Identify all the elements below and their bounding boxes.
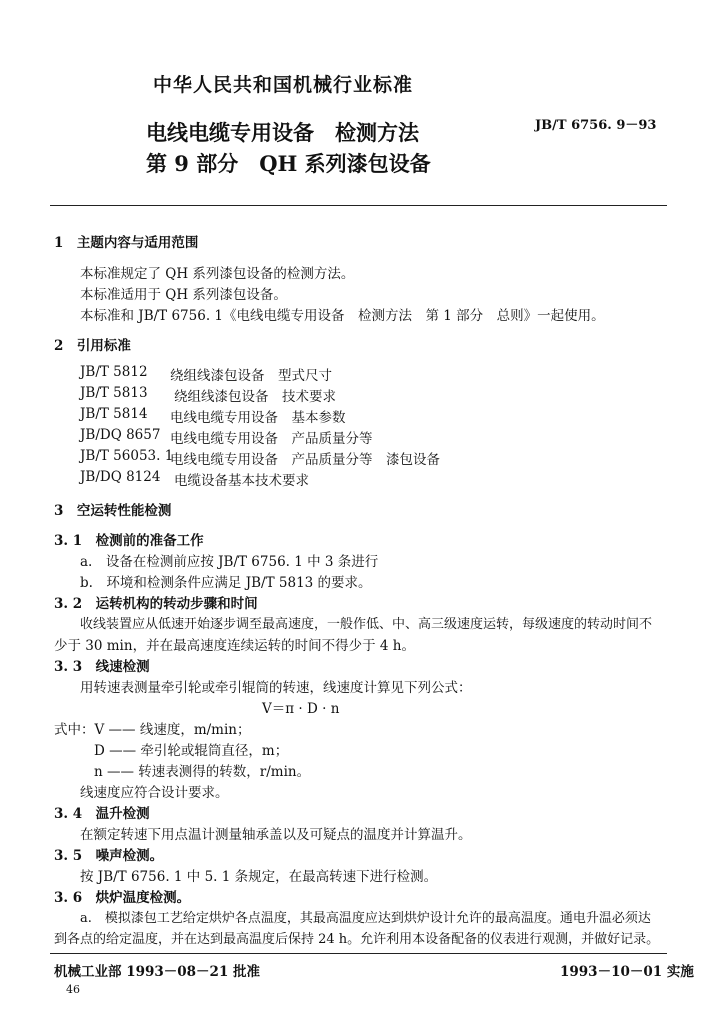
formula-where: 式中：V —— 线速度，m/min； [54, 722, 251, 738]
section-2-heading: 2 引用标准 [54, 338, 131, 354]
ref-code: JB/DQ 8657 [80, 427, 161, 443]
ref-title: 电线电缆专用设备 产品质量分等 漆包设备 [170, 452, 440, 468]
title-line-2: 第 9 部分 QH 系列漆包设备 [146, 151, 431, 176]
velocity-formula: V＝π · D · n [262, 701, 340, 717]
ref-code: JB/T 5814 [80, 406, 148, 422]
section-3-4-para: 在额定转速下用点温计测量轴承盖以及可疑点的温度并计算温升。 [80, 827, 472, 843]
section-3-3-para: 用转速表测量牵引轮或牵引辊筒的转速，线速度计算见下列公式： [80, 680, 472, 696]
section-3-5-para: 按 JB/T 6756. 1 中 5. 1 条规定，在最高转速下进行检测。 [80, 869, 438, 885]
section-3-1-heading: 3. 1 检测前的准备工作 [54, 533, 204, 549]
header-rule [50, 205, 667, 206]
ref-code: JB/T 5812 [80, 364, 148, 380]
standard-number: JB/T 6756. 9－93 [535, 118, 657, 133]
section-1-para-3: 本标准和 JB/T 6756. 1《电线电缆专用设备 检测方法 第 1 部分 总则》一起使用。 [80, 308, 605, 324]
section-3-3-requirement: 线速度应符合设计要求。 [80, 785, 229, 801]
approval-date: 机械工业部 1993－08－21 批准 [54, 964, 261, 980]
effective-date: 1993－10－01 实施 [560, 964, 694, 980]
ref-title: 电线电缆专用设备 基本参数 [170, 410, 346, 426]
section-1-para-2: 本标准适用于 QH 系列漆包设备。 [80, 287, 287, 303]
title-line-1: 电线电缆专用设备 检测方法 [146, 120, 419, 145]
section-3-1-item-a: a. 设备在检测前应按 JB/T 6756. 1 中 3 条进行 [80, 554, 379, 570]
section-3-3-heading: 3. 3 线速检测 [54, 659, 150, 675]
ref-title: 电线电缆专用设备 产品质量分等 [170, 431, 373, 447]
page-number: 46 [66, 983, 80, 996]
ref-title: 绕组线漆包设备 技术要求 [174, 389, 336, 405]
section-3-6-item-a-line-2: 到各点的给定温度，并在达到最高温度后保持 24 h。允许利用本设备配备的仪表进行观测，并做好记录。 [54, 932, 660, 947]
section-3-6-heading: 3. 6 烘炉温度检测。 [54, 890, 191, 906]
section-3-1-item-b: b. 环境和检测条件应满足 JB/T 5813 的要求。 [80, 575, 372, 591]
section-3-4-heading: 3. 4 温升检测 [54, 806, 150, 822]
section-1-heading: 1 主题内容与适用范围 [54, 235, 199, 251]
section-3-2-para-line-2: 少于 30 min，并在最高速度连续运转的时间不得少于 4 h。 [54, 638, 415, 654]
ref-code: JB/T 56053. 1 [80, 448, 174, 464]
ref-title: 绕组线漆包设备 型式尺寸 [170, 368, 332, 384]
ref-code: JB/T 5813 [80, 385, 148, 401]
ref-title: 电缆设备基本技术要求 [174, 473, 309, 489]
section-3-5-heading: 3. 5 噪声检测。 [54, 848, 164, 864]
section-3-heading: 3 空运转性能检测 [54, 503, 172, 519]
formula-def-n: n —— 转速表测得的转数，r/min。 [94, 764, 311, 780]
section-3-2-para-line-1: 收线装置应从低速开始逐步调至最高速度，一般作低、中、高三级速度运转，每级速度的转动时间不 [80, 617, 653, 632]
ref-code: JB/DQ 8124 [80, 469, 161, 485]
section-1-para-1: 本标准规定了 QH 系列漆包设备的检测方法。 [80, 266, 355, 282]
section-3-6-item-a-line-1: a. 模拟漆包工艺给定烘炉各点温度，其最高温度应达到烘炉设计允许的最高温度。通电升温必须达 [80, 911, 651, 926]
formula-def-d: D —— 牵引轮或辊筒直径，m； [94, 743, 289, 759]
issuing-org: 中华人民共和国机械行业标准 [153, 74, 414, 96]
footer-rule [50, 953, 667, 954]
section-3-2-heading: 3. 2 运转机构的转动步骤和时间 [54, 596, 258, 612]
